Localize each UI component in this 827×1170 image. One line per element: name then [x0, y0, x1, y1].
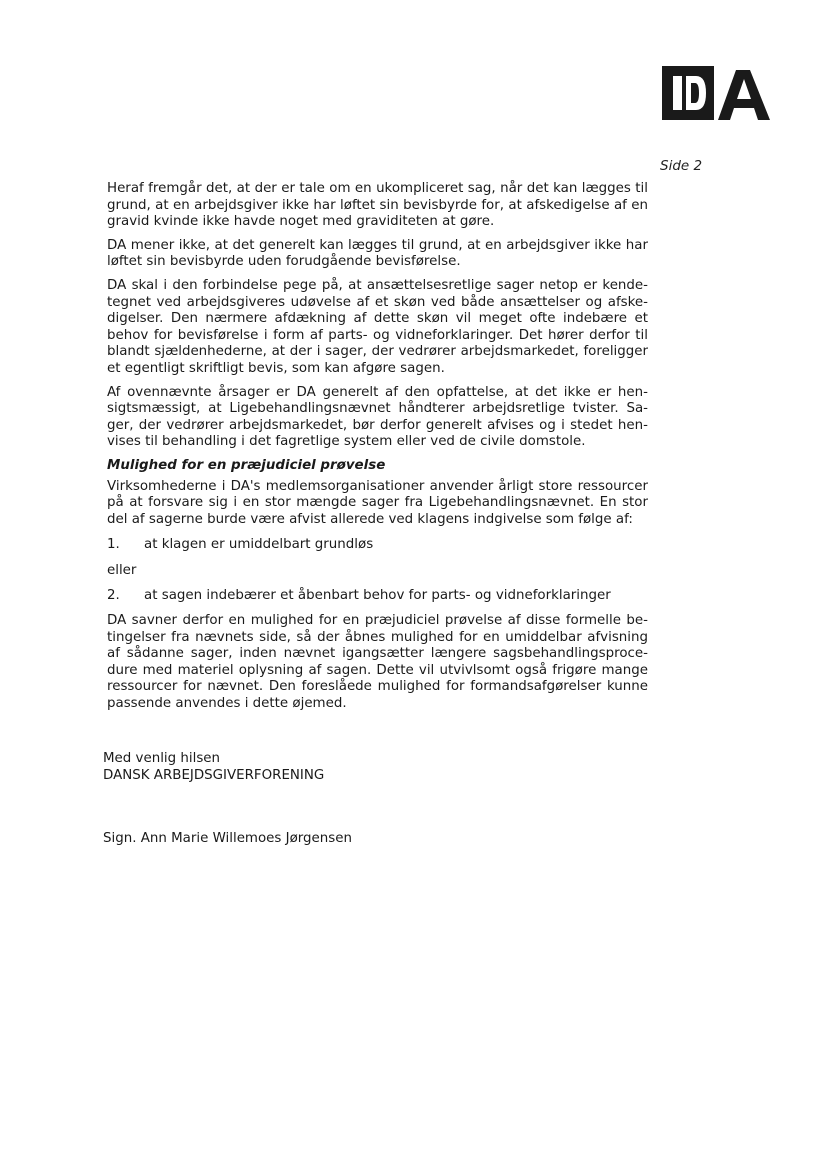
paragraph: Af ovennævnte årsager er DA generelt af den opfattelse, at det ikke er hensigtsmæssigt, at Ligebehandlingsnævnet håndterer arbejdsretlige tvister. Sager, der vedrører arbejdsmarkedet, bør derfor generelt afvises og i stedet henvises til behandling i det fagretlige system eller ved de civile domstole.: [107, 384, 648, 450]
section-heading: Mulighed for en præjudiciel prøvelse: [107, 457, 386, 473]
list-number: 2.: [107, 588, 120, 604]
list-item: [107, 588, 648, 605]
paragraph: DA skal i den forbindelse pege på, at ansættelsesretlige sager netop er kendetegnet ved arbejdsgiveres udøvelse af et skøn ved både ansættelser og afskedigelser. Den nærmere afdækning af dette skøn vil meget ofte indebære et behov for bevisførelse i form af parts- og vidneforklaringer. Det hører derfor til blandt sjældenhederne, at der i sager, der vedrører arbejdsmarkedet, foreligger et egentligt skriftligt bevis, som kan afgøre sagen.: [107, 277, 648, 376]
paragraph: DA mener ikke, at det generelt kan lægges til grund, at en arbejdsgiver ikke har løftet sin bevisbyrde uden forudgående bevisførelse.: [107, 237, 648, 270]
paragraph: Heraf fremgår det, at der er tale om en ukompliceret sag, når det kan lægges til grund, at en arbejdsgiver ikke har løftet sin bevisbyrde for, at afskedigelse af en gravid kvinde ikke havde noget med graviditeten at gøre.: [107, 181, 648, 230]
greeting: Med venlig hilsen: [103, 751, 221, 766]
list-text: at sagen indebærer et åbenbart behov for parts- og vidneforklaringer: [144, 588, 611, 604]
letter-body: [107, 181, 648, 720]
closing-block: [103, 750, 324, 784]
organization-name: DANSK ARBEJDSGIVERFORENING: [103, 768, 325, 783]
da-logo: [662, 66, 772, 120]
list-item: [107, 537, 648, 554]
paragraph: Virksomhederne i DA's medlemsorganisationer anvender årligt store ressourcer på at forsvare sig i en stor mængde sager fra Ligebehandlingsnævnet. En stor del af sagerne burde være afvist allerede ved klagens indgivelse som følge af:: [107, 478, 648, 527]
page-number: Side 2: [660, 158, 703, 174]
signature: Sign. Ann Marie Willemoes Jørgensen: [103, 831, 352, 846]
list-number: 1.: [107, 537, 120, 553]
list-text: at klagen er umiddelbart grundløs: [144, 537, 374, 553]
paragraph: DA savner derfor en mulighed for en præjudiciel prøvelse af disse formelle betingelser fra nævnets side, så der åbnes mulighed for en umiddelbar afvisning af sådanne sager, inden nævnet igangsætter længere sagsbehandlingsprocedure med materiel oplysning af sagen. Dette vil utvivlsomt også frigøre mange ressourcer for nævnet. Den foreslåede mulighed for formandsafgørelser kunne passende anvendes i dette øjemed.: [107, 613, 648, 712]
conjunction: eller: [107, 562, 137, 578]
